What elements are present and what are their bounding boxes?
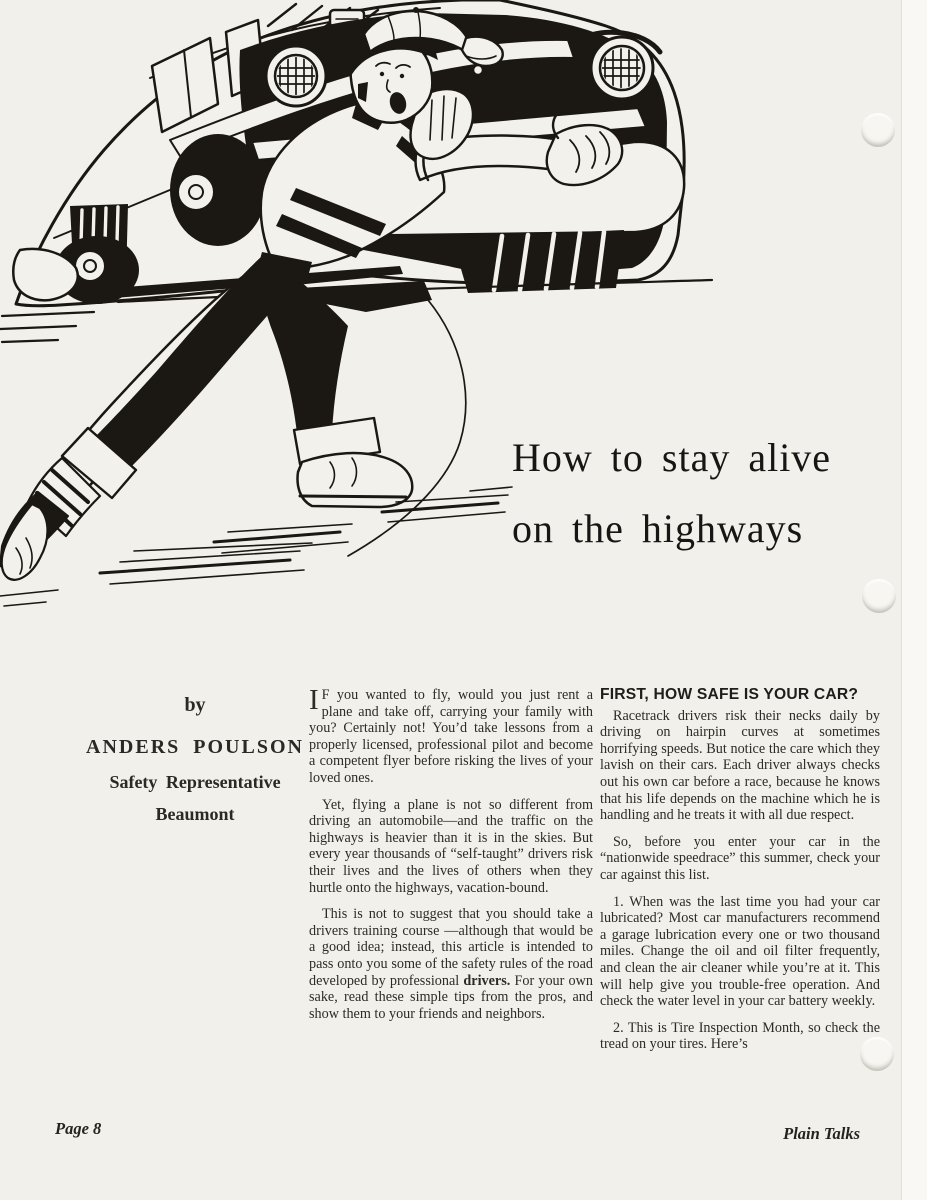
- paragraph: 2. This is Tire Inspection Month, so check the tread on your tires. Here’s: [600, 1019, 880, 1053]
- column-left: [309, 684, 593, 1032]
- punch-hole: [861, 113, 895, 147]
- byline-location: Beaumont: [155, 804, 235, 824]
- publication-name: Plain Talks: [783, 1124, 860, 1143]
- page-number: Page 8: [55, 1119, 102, 1138]
- punch-hole: [860, 1037, 894, 1071]
- paragraph: I F you wanted to fly, would you just rent a plane and take off, carrying your family with you? Certainly not! You’d take lessons from a properly licensed, professional pilot and become a competent flyer before risking the lives of your loved ones.: [309, 684, 593, 786]
- paragraph: 1. When was the last time you had your car lubricated? Most car manufacturers recommend a garage lubrication every one or two thousand miles. Change the oil and oil filter frequently, and clean the air cleaner while you’re at it. This will help give you trouble-free operation. And check the water level in your car battery weekly.: [600, 893, 880, 1010]
- column-right-body: [600, 708, 880, 1053]
- paragraph: So, before you enter your car in the “nationwide speedrace” this summer, check your car against this list.: [600, 833, 880, 883]
- byline-role: Safety Representative: [109, 772, 281, 792]
- article-title-line1: How to stay alive: [512, 435, 832, 480]
- scan-edge-strip: [901, 0, 927, 1200]
- column-right: [600, 687, 880, 1063]
- byline-by: by: [184, 694, 206, 716]
- paragraph: Racetrack drivers risk their necks daily by driving on hairpin curves at sometimes horrifying speeds. But notice the care which they lavish on their cars. Each driver always checks out his own car before a race, because he knows that his life depends on the machine which he is handling and he treats it with all due respect.: [600, 707, 880, 824]
- article-title-line2: on the highways: [512, 506, 804, 551]
- paragraph: Yet, flying a plane is not so different from driving an automobile—and the traffic on the highways is heavier than it is in the skies. But every year thousands of “self-taught” drivers risk their lives and the lives of others when they hurtle onto the highways, vacation-bound.: [309, 796, 593, 896]
- drop-cap: I: [309, 684, 319, 716]
- byline: [62, 694, 328, 825]
- byline-author: ANDERS POULSON: [86, 736, 304, 758]
- section-heading: FIRST, HOW SAFE IS YOUR CAR?: [600, 686, 859, 703]
- paragraph: This is not to suggest that you should take a drivers training course —although that would be a good idea; instead, this article is intended to pass onto you some of the safety rules of the road developed by professional drivers. For your own sake, read these simple tips from the pros, and show them to your friends and neighbors.: [309, 906, 593, 1022]
- punch-hole: [862, 579, 896, 613]
